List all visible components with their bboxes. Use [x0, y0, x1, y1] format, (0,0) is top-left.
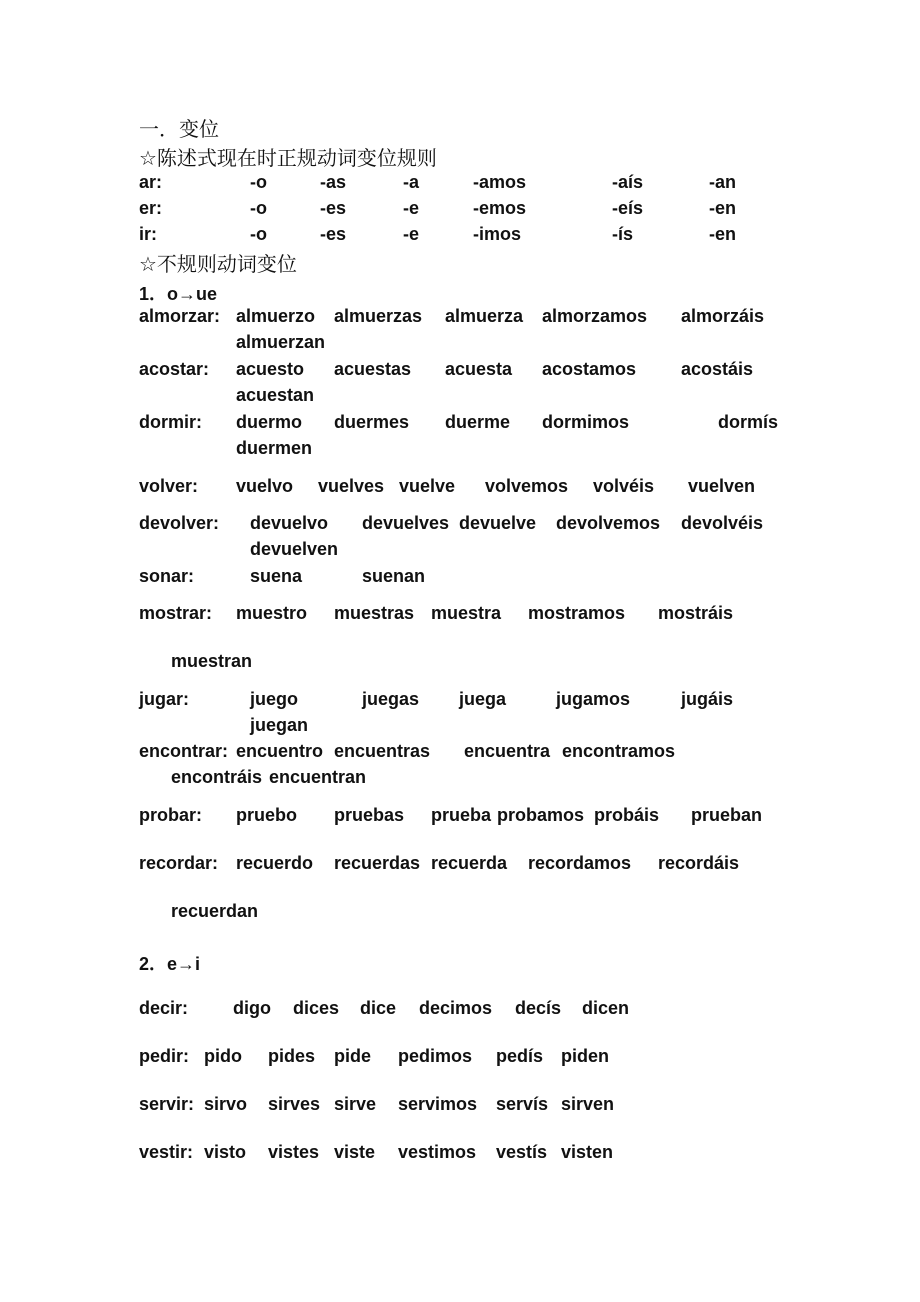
ending: -an [709, 172, 736, 192]
verb-form: pedimos [398, 1046, 473, 1066]
verb-form: piden [561, 1046, 609, 1066]
verb-form: almuerzo [236, 306, 316, 326]
verb-form: encuentro [236, 741, 324, 761]
verb-form: juegan [250, 715, 309, 735]
verb-label: vestir: [139, 1142, 194, 1162]
verb-form: muestran [171, 651, 253, 671]
verb-form: encuentras [334, 741, 431, 761]
verb-form: acostáis [681, 359, 754, 379]
verb-label: mostrar: [139, 603, 213, 623]
verb-form: duerme [445, 412, 511, 432]
verb-form: almorzáis [681, 306, 765, 326]
verb-form: vestís [496, 1142, 548, 1162]
verb-form: pruebo [236, 805, 297, 825]
verb-form: encuentra [464, 741, 551, 761]
verb-form: suenan [362, 566, 426, 586]
verb-form: recuerdan [171, 901, 259, 921]
verb-form: duermen [236, 438, 313, 458]
verb-form: mostramos [528, 603, 626, 623]
verb-label: encontrar: [139, 741, 229, 761]
verb-form: recuerda [431, 853, 508, 873]
ending: -as [320, 172, 347, 192]
verb-form: encontráis [171, 767, 263, 787]
verb-form: sirvo [204, 1094, 248, 1114]
verb-form: dormís [718, 412, 779, 432]
verb-form: sirve [334, 1094, 377, 1114]
ending: -eís [612, 198, 644, 218]
verb-label: volver: [139, 476, 199, 496]
verb-form: encontramos [562, 741, 676, 761]
verb-form: visten [561, 1142, 614, 1162]
ending: -a [403, 172, 420, 192]
verb-form: jugáis [681, 689, 734, 709]
verb-label: decir: [139, 998, 189, 1018]
regular-heading: ☆陈述式现在时正规动词变位规则 [139, 146, 437, 170]
verb-form: sirven [561, 1094, 615, 1114]
verb-form: vuelve [399, 476, 456, 496]
verb-form: dice [360, 998, 397, 1018]
ending: -o [250, 224, 267, 244]
verb-form: visto [204, 1142, 247, 1162]
verb-form: decimos [419, 998, 493, 1018]
verb-label: recordar: [139, 853, 219, 873]
verb-form: pedís [496, 1046, 544, 1066]
verb-label: devolver: [139, 513, 220, 533]
verb-form: acuestas [334, 359, 412, 379]
verb-label: almorzar: [139, 306, 221, 326]
group2-heading: 2．e→i [139, 954, 201, 974]
verb-form: prueba [431, 805, 492, 825]
verb-form: devuelves [362, 513, 450, 533]
verb-label: probar: [139, 805, 202, 825]
verb-form: vuelves [318, 476, 385, 496]
regular-label: ar: [139, 172, 163, 192]
verb-form: almuerza [445, 306, 524, 326]
verb-form: acuesta [445, 359, 513, 379]
verb-form: probáis [594, 805, 660, 825]
verb-form: pide [334, 1046, 372, 1066]
ending: -es [320, 224, 347, 244]
verb-label: jugar: [139, 689, 190, 709]
verb-form: digo [233, 998, 271, 1018]
verb-form: jugamos [556, 689, 631, 709]
ending: -imos [473, 224, 522, 244]
ending: -en [709, 224, 736, 244]
verb-form: devuelven [250, 539, 339, 559]
verb-form: dormimos [542, 412, 630, 432]
verb-form: devuelvo [250, 513, 329, 533]
verb-form: prueban [691, 805, 763, 825]
verb-form: servís [496, 1094, 549, 1114]
ending: -o [250, 198, 267, 218]
verb-form: vistes [268, 1142, 320, 1162]
verb-form: acuesto [236, 359, 305, 379]
verb-form: dices [293, 998, 340, 1018]
verb-form: probamos [497, 805, 585, 825]
verb-form: recordamos [528, 853, 632, 873]
ending: -es [320, 198, 347, 218]
verb-form: recuerdo [236, 853, 314, 873]
ending: -e [403, 198, 420, 218]
verb-form: juegas [362, 689, 420, 709]
regular-label: er: [139, 198, 163, 218]
ending: -ís [612, 224, 634, 244]
ending: -emos [473, 198, 527, 218]
verb-form: devuelve [459, 513, 537, 533]
verb-form: devolvemos [556, 513, 661, 533]
verb-form: viste [334, 1142, 376, 1162]
verb-form: pides [268, 1046, 316, 1066]
verb-form: vuelven [688, 476, 756, 496]
section-title: 一．变位 [139, 117, 219, 141]
ending: -aís [612, 172, 644, 192]
verb-label: pedir: [139, 1046, 190, 1066]
verb-label: dormir: [139, 412, 202, 432]
verb-label: sonar: [139, 566, 195, 586]
ending: -amos [473, 172, 527, 192]
ending: -en [709, 198, 736, 218]
verb-form: juega [459, 689, 507, 709]
verb-form: dicen [582, 998, 630, 1018]
verb-form: mostráis [658, 603, 734, 623]
ending: -o [250, 172, 267, 192]
group1-heading: 1．o→ue [139, 284, 218, 304]
verb-form: suena [250, 566, 303, 586]
verb-form: encuentran [269, 767, 367, 787]
verb-form: juego [250, 689, 298, 709]
verb-form: duermes [334, 412, 410, 432]
verb-form: acuestan [236, 385, 315, 405]
verb-form: almuerzan [236, 332, 326, 352]
verb-form: acostamos [542, 359, 637, 379]
verb-label: acostar: [139, 359, 210, 379]
regular-label: ir: [139, 224, 157, 244]
ending: -e [403, 224, 420, 244]
verb-form: recuerdas [334, 853, 421, 873]
verb-form: duermo [236, 412, 303, 432]
verb-form: sirves [268, 1094, 321, 1114]
verb-form: pruebas [334, 805, 405, 825]
verb-form: muestra [431, 603, 502, 623]
verb-form: vuelvo [236, 476, 294, 496]
verb-form: almorzamos [542, 306, 648, 326]
verb-form: muestro [236, 603, 308, 623]
verb-label: servir: [139, 1094, 195, 1114]
verb-form: volvéis [593, 476, 655, 496]
verb-form: pido [204, 1046, 242, 1066]
verb-form: decís [515, 998, 562, 1018]
verb-form: devolvéis [681, 513, 764, 533]
verb-form: recordáis [658, 853, 740, 873]
verb-form: almuerzas [334, 306, 423, 326]
verb-form: servimos [398, 1094, 478, 1114]
irregular-heading: ☆不规则动词变位 [139, 252, 297, 276]
verb-form: muestras [334, 603, 415, 623]
verb-form: volvemos [485, 476, 569, 496]
verb-form: vestimos [398, 1142, 477, 1162]
